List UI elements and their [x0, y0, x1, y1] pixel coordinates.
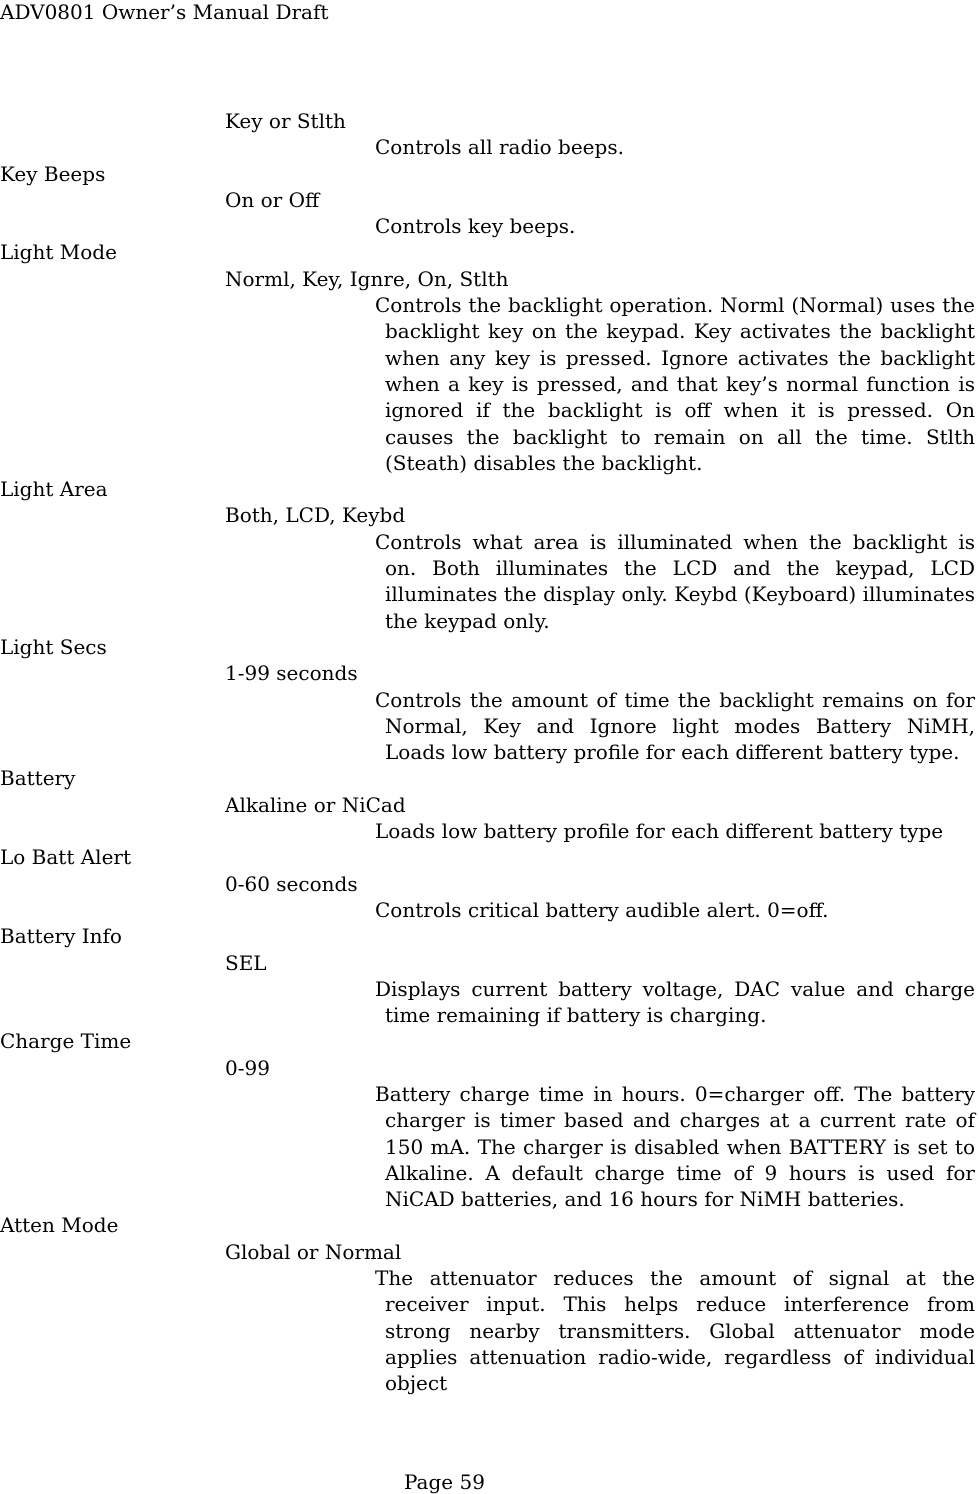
setting-description: Controls all radio beeps. [375, 135, 624, 160]
setting-description: Controls critical battery audible alert. 0=off. [375, 897, 829, 922]
setting-value: Alkaline or NiCad [225, 792, 406, 817]
setting-description: Controls key beeps. [375, 214, 576, 239]
page-header: ADV0801 Owner’s Manual Draft [0, 0, 329, 24]
setting-value: 0-60 seconds [225, 871, 358, 896]
setting-description: Controls the backlight operation. Norml (Normal) uses the backlight key on the keypad. Key activates the backlight when any key is pressed. Ignore activates the backlight when a key is pressed, and that key’s normal function is ignored if the backlight is off when it is pressed. On causes the backlight to remain on all the time. Stlth (Steath) disables the backlight. [375, 293, 975, 475]
setting-value: 0-99 [225, 1055, 270, 1080]
setting-value: On or Off [225, 187, 320, 212]
setting-description: Loads low battery profile for each different battery type [375, 819, 944, 844]
setting-value: Global or Normal [225, 1239, 402, 1264]
setting-value: Norml, Key, Ignre, On, Stlth [225, 266, 509, 291]
setting-value: 1-99 seconds [225, 661, 358, 686]
setting-description: Battery charge time in hours. 0=charger off. The battery charger is timer based and charges at a current rate of 150 mA. The charger is disabled when BATTERY is set to Alkaline. A default charge time of 9 hours is used for NiCAD batteries, and 16 hours for NiMH batteries. [375, 1081, 975, 1212]
setting-name: Light Secs [0, 634, 107, 659]
setting-value: Both, LCD, Keybd [225, 503, 406, 528]
setting-name: Key Beeps [0, 161, 106, 186]
setting-name: Atten Mode [0, 1213, 119, 1238]
setting-description: Controls the amount of time the backlight remains on for Normal, Key and Ignore light modes Battery NiMH, Loads low battery profile for each different battery type. [375, 687, 975, 765]
setting-description: Displays current battery voltage, DAC value and charge time remaining if battery is charging. [375, 976, 975, 1028]
setting-name: Battery [0, 766, 76, 791]
setting-name: Light Mode [0, 240, 117, 265]
setting-name: Lo Batt Alert [0, 845, 132, 870]
setting-description: Controls what area is illuminated when the backlight is on. Both illuminates the LCD and the keypad, LCD illuminates the display only. Keybd (Keyboard) illuminates the keypad only. [375, 529, 975, 633]
setting-value: SEL [225, 950, 267, 975]
setting-name: Charge Time [0, 1029, 132, 1054]
setting-name: Light Area [0, 477, 108, 502]
settings-list [0, 108, 975, 1397]
page-number: Page 59 [404, 1470, 485, 1494]
setting-value: Key or Stlth [225, 109, 346, 133]
setting-name: Battery Info [0, 924, 122, 949]
setting-description: The attenuator reduces the amount of signal at the receiver input. This helps reduce interference from strong nearby transmitters. Global attenuator mode applies attenuation radio-wide, regardless of individual object [375, 1266, 975, 1396]
